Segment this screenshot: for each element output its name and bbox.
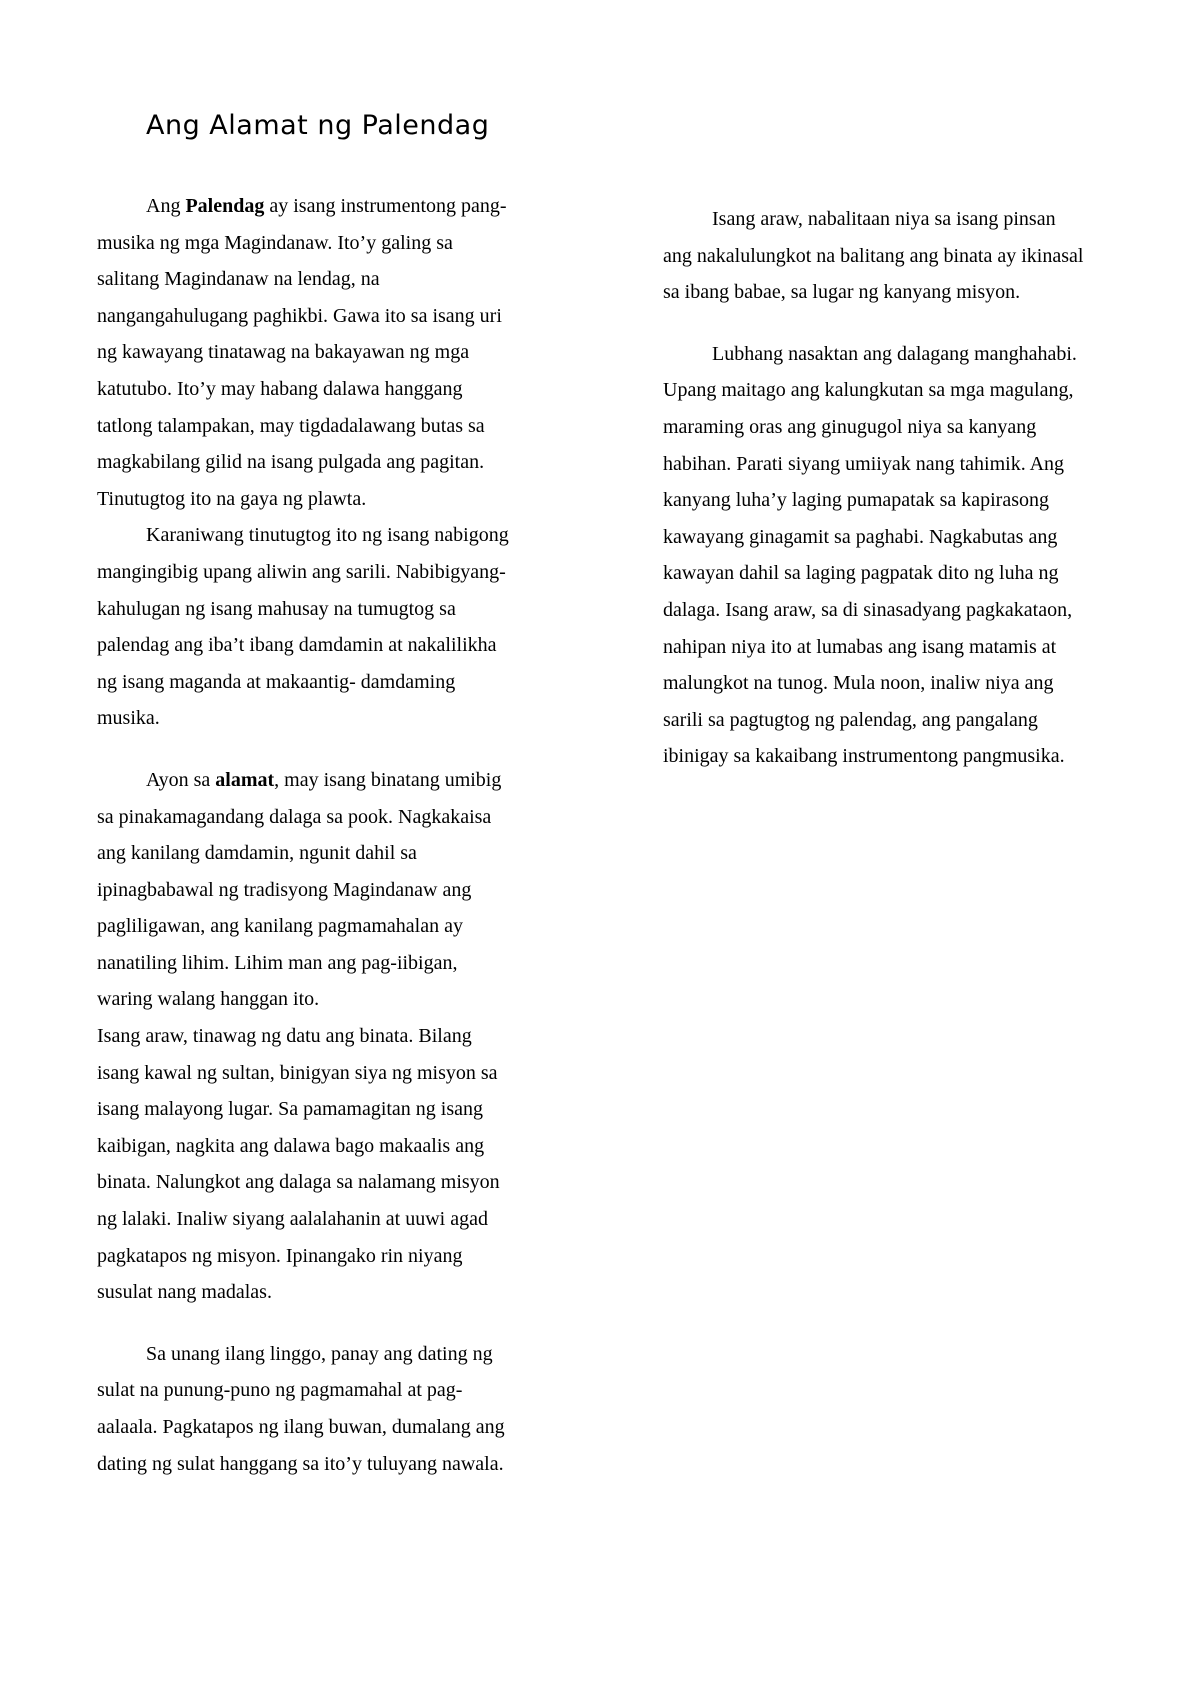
bold-term: alamat xyxy=(215,768,275,791)
paragraph-line: Sa unang ilang linggo, panay ang dating ng xyxy=(146,1342,493,1365)
paragraph-line: nanatiling lihim. Lihim man ang pag-iibigan, xyxy=(97,951,458,974)
paragraph-1 xyxy=(97,188,567,517)
paragraph-line: nangangahulugang paghikbi. Gawa ito sa isang uri xyxy=(97,304,502,327)
paragraph-3 xyxy=(97,762,567,1018)
paragraph-line: Ang Palendag ay isang instrumentong pang- xyxy=(146,195,507,217)
paragraph-line: malungkot na tunog. Mula noon, inaliw niya ang xyxy=(663,672,1054,695)
paragraph-line: salitang Magindanaw na lendag, na xyxy=(97,268,380,291)
paragraph-line: sarili sa pagtugtog ng palendag, ang pangalang xyxy=(663,708,1038,731)
document-title: Ang Alamat ng Palendag xyxy=(146,110,490,141)
paragraph-7 xyxy=(663,336,1141,775)
paragraph-line: Isang araw, nabalitaan niya sa isang pinsan xyxy=(712,208,1056,230)
paragraph-6 xyxy=(663,201,1141,311)
paragraph-line: dating ng sulat hanggang sa ito’y tuluyang nawala. xyxy=(97,1452,504,1475)
paragraph-line: kahulugan ng isang mahusay na tumugtog sa xyxy=(97,597,456,620)
paragraph-line: musika ng mga Magindanaw. Ito’y galing sa xyxy=(97,231,453,254)
paragraph-line: binata. Nalungkot ang dalaga sa nalamang misyon xyxy=(97,1171,500,1194)
paragraph-line: dalaga. Isang araw, sa di sinasadyang pagkakataon, xyxy=(663,598,1073,621)
paragraph-line: Karaniwang tinutugtog ito ng isang nabigong xyxy=(146,524,509,547)
paragraph-line: ang kanilang damdamin, ngunit dahil sa xyxy=(97,842,417,865)
paragraph-line: ibinigay sa kakaibang instrumentong pangmusika. xyxy=(663,745,1065,768)
paragraph-line: Isang araw, tinawag ng datu ang binata. Bilang xyxy=(97,1025,472,1048)
paragraph-line: Upang maitago ang kalungkutan sa mga magulang, xyxy=(663,379,1074,402)
paragraph-line: aalaala. Pagkatapos ng ilang buwan, dumalang ang xyxy=(97,1416,505,1438)
paragraph-line: mangingibig upang aliwin ang sarili. Nabibigyang- xyxy=(97,560,506,583)
paragraph-line: palendag ang iba’t ibang damdamin at nakalilikha xyxy=(97,634,497,657)
right-column xyxy=(663,201,1141,775)
bold-term: Palendag xyxy=(185,195,265,217)
paragraph-line: ng kawayang tinatawag na bakayawan ng mga xyxy=(97,341,470,364)
paragraph-line: musika. xyxy=(97,707,160,730)
paragraph-line: kanyang luha’y laging pumapatak sa kapirasong xyxy=(663,489,1049,512)
paragraph-line: katutubo. Ito’y may habang dalawa hanggang xyxy=(97,377,463,400)
paragraph-line: kawayang ginagamit sa paghabi. Nagkabutas ang xyxy=(663,525,1058,548)
paragraph-4 xyxy=(97,1018,567,1311)
paragraph-line: pagkatapos ng misyon. Ipinangako rin niyang xyxy=(97,1244,463,1267)
paragraph-line: kaibigan, nagkita ang dalawa bago makaalis ang xyxy=(97,1134,485,1157)
paragraph-line: Lubhang nasaktan ang dalagang manghahabi. xyxy=(712,342,1077,365)
paragraph-line: sa pinakamagandang dalaga sa pook. Nagkakaisa xyxy=(97,805,492,828)
paragraph-line: ang nakalulungkot na balitang ang binata ay ikinasal xyxy=(663,244,1084,267)
paragraph-line: maraming oras ang ginugugol niya sa kanyang xyxy=(663,415,1037,438)
paragraph-line: sulat na punung-puno ng pagmamahal at pag- xyxy=(97,1379,463,1402)
paragraph-line: sa ibang babae, sa lugar ng kanyang misyon. xyxy=(663,281,1021,304)
paragraph-line: habihan. Parati siyang umiiyak nang tahimik. Ang xyxy=(663,452,1065,475)
paragraph-line: isang malayong lugar. Sa pamamagitan ng isang xyxy=(97,1098,484,1121)
paragraph-line: ng lalaki. Inaliw siyang aalalahanin at uuwi agad xyxy=(97,1208,488,1231)
paragraph-line: susulat nang madalas. xyxy=(97,1281,272,1304)
paragraph-line: Ayon sa alamat, may isang binatang umibig xyxy=(146,768,502,791)
paragraph-line: waring walang hanggan ito. xyxy=(97,988,320,1011)
paragraph-5 xyxy=(97,1336,567,1482)
paragraph-line: Tinutugtog ito na gaya ng plawta. xyxy=(97,487,367,510)
paragraph-line: nahipan niya ito at lumabas ang isang matamis at xyxy=(663,635,1057,658)
paragraph-line: pagliligawan, ang kanilang pagmamahalan ay xyxy=(97,915,463,938)
paragraph-line: tatlong talampakan, may tigdadalawang butas sa xyxy=(97,414,485,437)
paragraph-line: kawayan dahil sa laging pagpatak dito ng luha ng xyxy=(663,562,1059,585)
left-column xyxy=(97,188,567,1482)
paragraph-line: ng isang maganda at makaantig- damdaming xyxy=(97,670,456,693)
paragraph-line: magkabilang gilid na isang pulgada ang pagitan. xyxy=(97,451,485,474)
paragraph-line: isang kawal ng sultan, binigyan siya ng misyon sa xyxy=(97,1061,498,1084)
paragraph-line: ipinagbabawal ng tradisyong Magindanaw ang xyxy=(97,878,472,901)
paragraph-2 xyxy=(97,517,567,737)
